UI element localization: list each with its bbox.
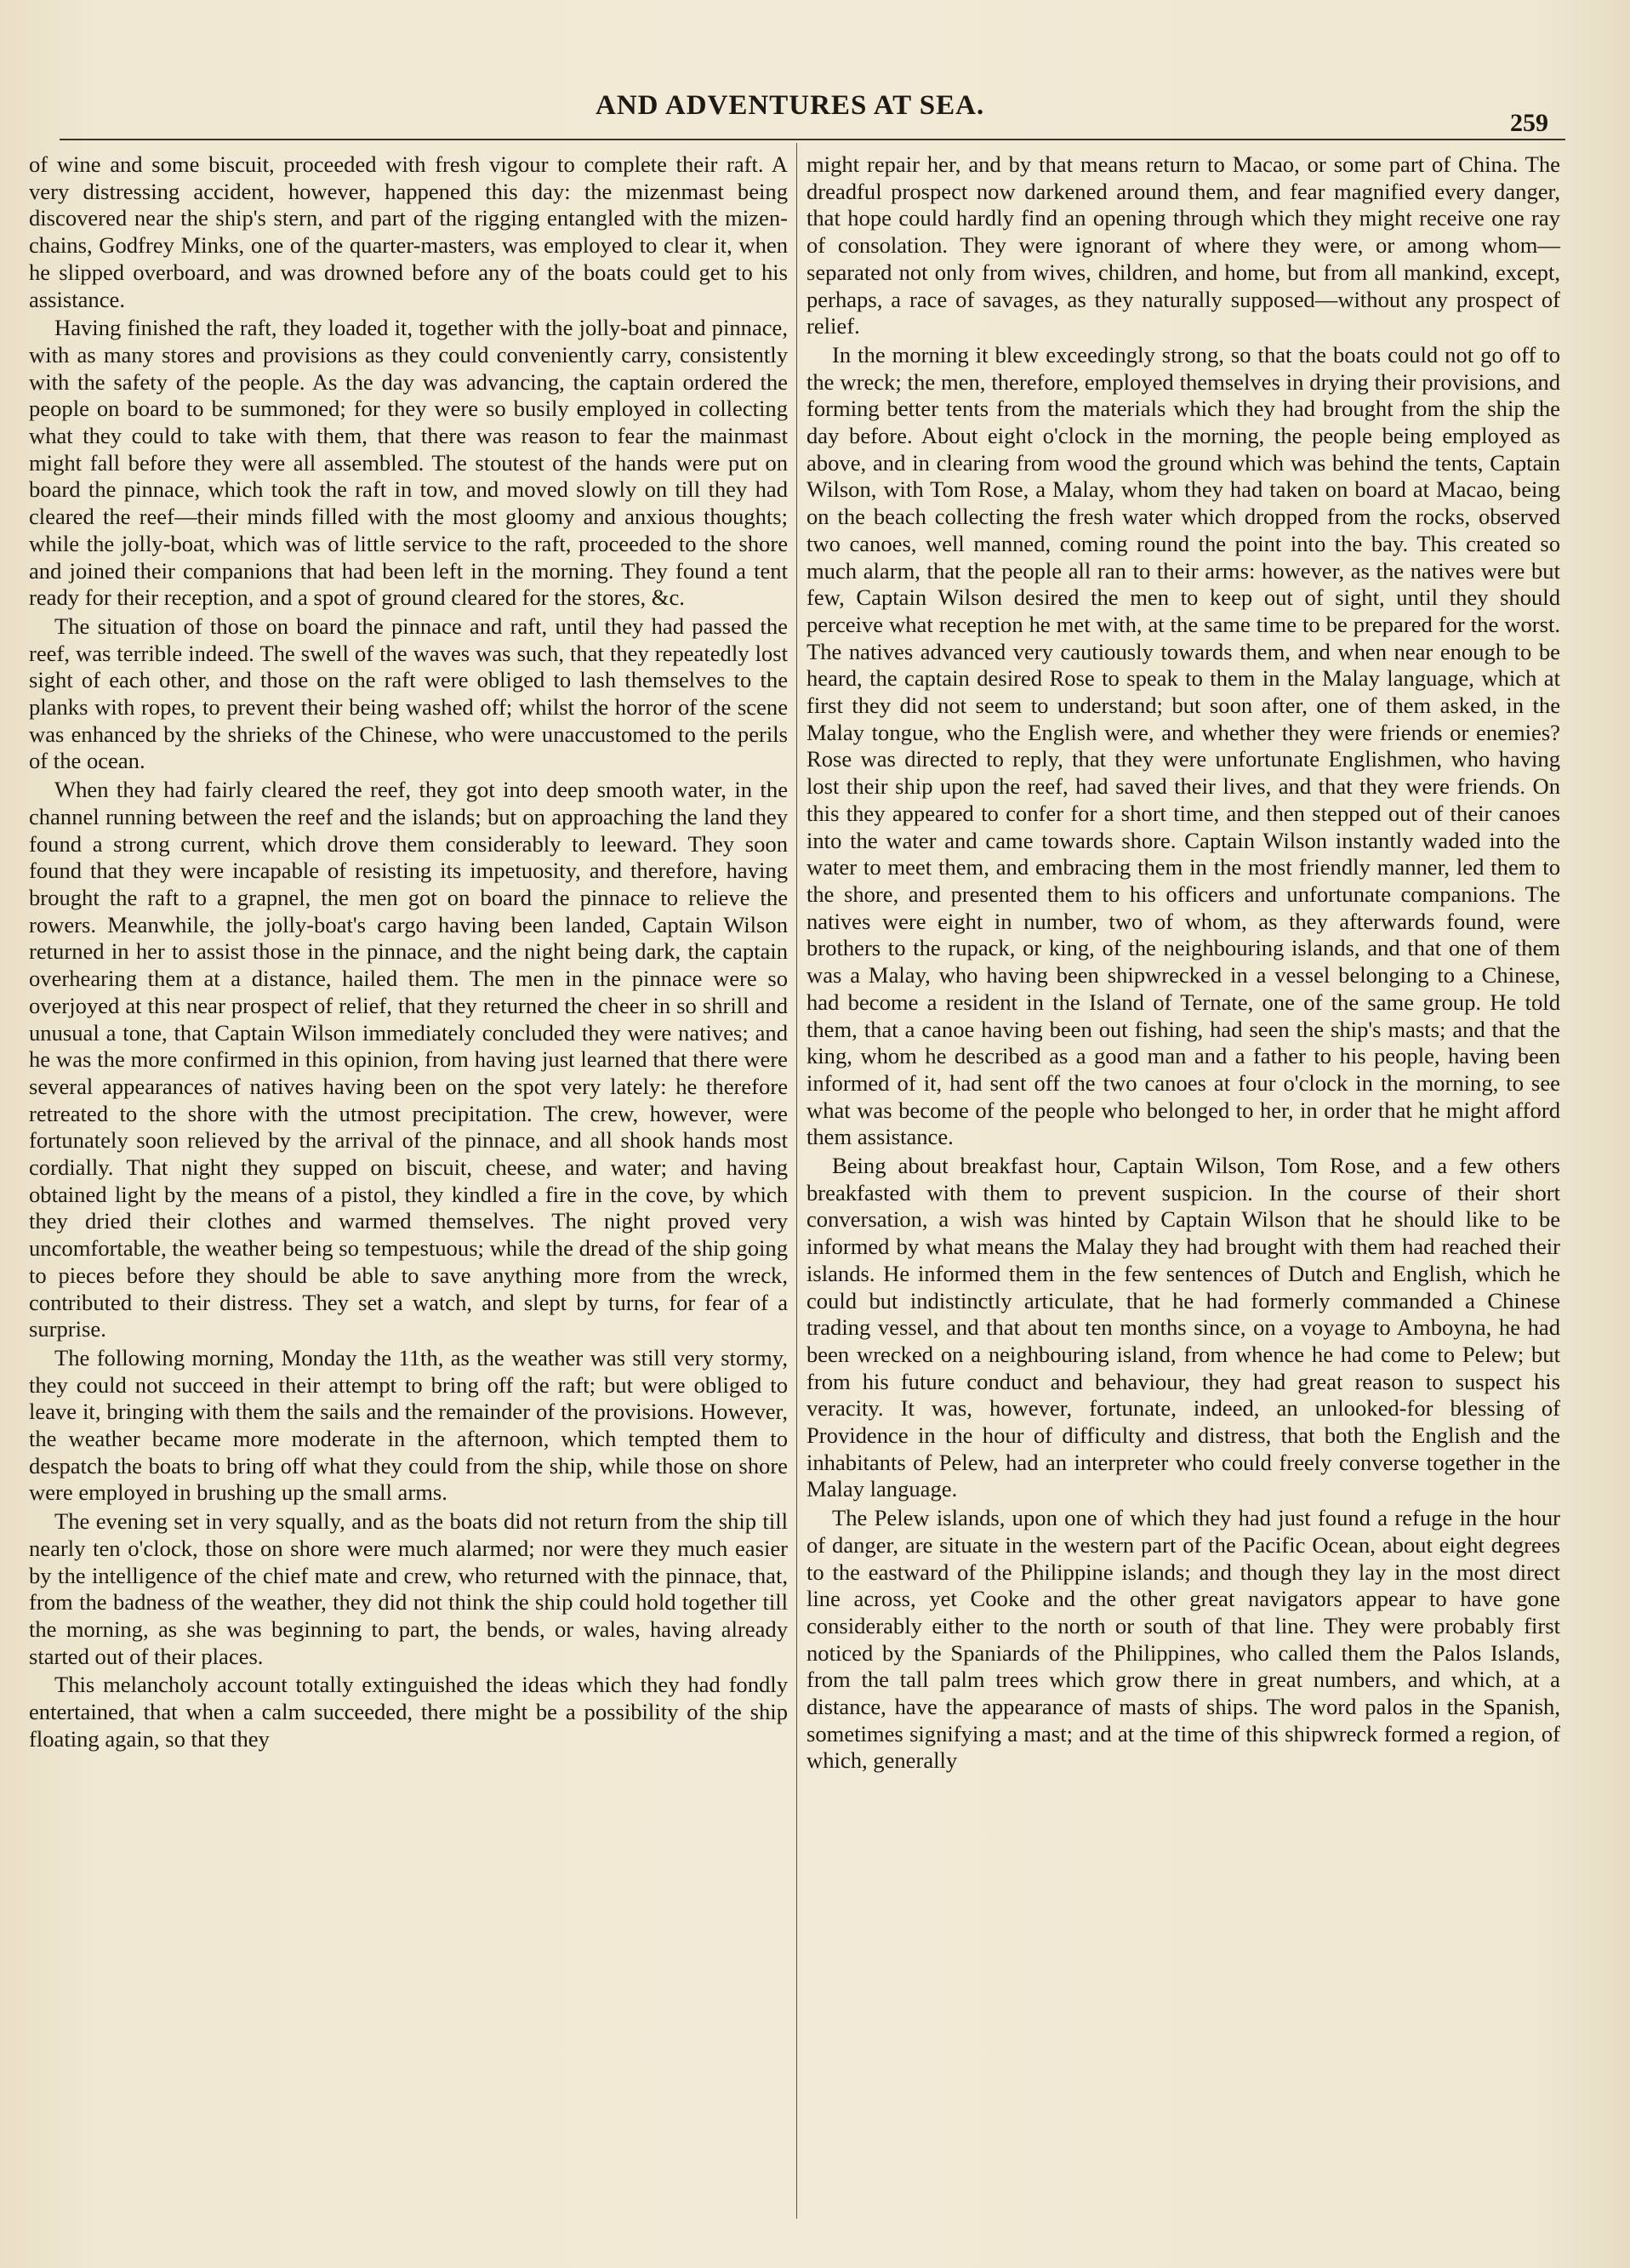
running-title: AND ADVENTURES AT SEA. [596,90,985,121]
page-number: 259 [1510,109,1548,137]
paragraph: This melancholy account totally extinguished the ideas which they had fondly entertained, that when a calm succeeded, there might be a possibility of the ship floating again, so that they [29,1672,788,1752]
left-column [29,151,788,1752]
paragraph: The evening set in very squally, and as the boats did not return from the ship till nearly ten o'clock, those on shore were much alarmed; nor were they much easier by the intelligence of the chief mate and crew, who returned with the pinnace, that, from the badness of the weather, they did not think the ship could hold together till the morning, as she was beginning to part, the bends, or wales, having already started out of their places. [29,1508,788,1669]
column-divider [796,143,797,2219]
right-column [806,151,1560,1775]
paragraph: of wine and some biscuit, proceeded with fresh vigour to complete their raft. A very distressing accident, however, happened this day: the mizenmast being discovered near the ship's stern, and part of the rigging entangled with the mizen-chains, Godfrey Minks, one of the quarter-masters, was employed to clear it, when he slipped overboard, and was drowned before any of the boats could get to his assistance. [29,151,788,312]
running-head [0,83,1630,137]
paragraph: The following morning, Monday the 11th, as the weather was still very stormy, they could not succeed in their attempt to bring off the raft; but were obliged to leave it, bringing with them the sails and the remainder of the provisions. However, the weather became more moderate in the afternoon, which tempted them to despatch the boats to bring off what they could from the ship, while those on shore were employed in brushing up the small arms. [29,1344,788,1506]
paragraph: When they had fairly cleared the reef, they got into deep smooth water, in the channel running between the reef and the islands; but on approaching the land they found a strong current, which drove them considerably to leeward. They soon found that they were incapable of resisting its impetuosity, and therefore, having brought the raft to a grapnel, the men got on board the pinnace to relieve the rowers. Meanwhile, the jolly-boat's cargo having been landed, Captain Wilson returned in her to assist those in the pinnace, and the night being dark, the captain overhearing them at a distance, hailed them. The men in the pinnace were so overjoyed at this near prospect of relief, that they returned the cheer in so shrill and unusual a tone, that Captain Wilson immediately concluded they were natives; and he was the more confirmed in this opinion, from having just learned that there were several appearances of natives having been on the spot very lately: he therefore retreated to the shore with the utmost precipitation. The crew, however, were fortunately soon relieved by the arrival of the pinnace, and all shook hands most cordially. That night they supped on biscuit, cheese, and water; and having obtained light by the means of a pistol, they kindled a fire in the cove, by which they dried their clothes and warmed themselves. The night proved very uncomfortable, the weather being so tempestuous; while the dread of the ship going to pieces before they should be able to save anything more from the wreck, contributed to their distress. They set a watch, and slept by turns, for fear of a surprise. [29,777,788,1342]
paragraph: In the morning it blew exceedingly strong, so that the boats could not go off to the wreck; the men, therefore, employed themselves in drying their provisions, and forming better tents from the materials which they had brought from the ship the day before. About eight o'clock in the morning, the people being employed as above, and in clearing from wood the ground which was behind the tents, Captain Wilson, with Tom Rose, a Malay, whom they had taken on board at Macao, being on the beach collecting the fresh water which dropped from the rocks, observed two canoes, well manned, coming round the point into the bay. This created so much alarm, that the people all ran to their arms: however, as the natives were but few, Captain Wilson desired the men to keep out of sight, until they should perceive what reception he met with, at the same time to be prepared for the worst. The natives advanced very cautiously towards them, and when near enough to be heard, the captain desired Rose to speak to them in the Malay language, which at first they did not seem to understand; but soon after, one of them asked, in the Malay tongue, who the English were, and whether they were friends or enemies? Rose was directed to reply, that they were unfortunate Englishmen, who having lost their ship upon the reef, had saved their lives, and that they were friends. On this they appeared to confer for a short time, and then stepped out of their canoes into the water and came towards shore. Captain Wilson instantly waded into the water to meet them, and embracing them in the most friendly manner, led them to the shore, and presented them to his officers and unfortunate companions. The natives were eight in number, two of whom, as they afterwards found, were brothers to the rupack, or king, of the neighbouring islands, and that one of them was a Malay, who having been shipwrecked in a vessel belonging to a Chinese, had become a resident in the Island of Ternate, one of the same group. He told them, that a canoe having been out fishing, had seen the ship's masts; and that the king, whom he described as a good man and a father to his people, having been informed of it, had sent off the two canoes at four o'clock in the morning, to see what was become of the people who belonged to her, in order that he might afford them assistance. [806,341,1560,1150]
paragraph: Having finished the raft, they loaded it, together with the jolly-boat and pinnace, with as many stores and provisions as they could conveniently carry, consistently with the safety of the people. As the day was advancing, the captain ordered the people on board to be summoned; for they were so busily employed in collecting what they could to take with them, that there was reason to fear the mainmast might fall before they were all assembled. The stoutest of the hands were put on board the pinnace, which took the raft in tow, and moved slowly on till they had cleared the reef—their minds filled with the most gloomy and anxious thoughts; while the jolly-boat, which was of little service to the raft, proceeded to the shore and joined their companions that had been left in the morning. They found a tent ready for their reception, and a spot of ground cleared for the stores, &c. [29,315,788,611]
header-rule [60,139,1565,140]
paragraph: The situation of those on board the pinnace and raft, until they had passed the reef, was terrible indeed. The swell of the waves was such, that they repeatedly lost sight of each other, and those on the raft were obliged to lash themselves to the planks with ropes, to prevent their being washed off; whilst the horror of the scene was enhanced by the shrieks of the Chinese, who were unaccustomed to the perils of the ocean. [29,613,788,774]
paragraph: might repair her, and by that means return to Macao, or some part of China. The dreadful prospect now darkened around them, and fear magnified every danger, that hope could hardly find an opening through which they might receive one ray of consolation. They were ignorant of where they were, or among whom—separated not only from wives, children, and home, but from all mankind, except, perhaps, a race of savages, as they naturally supposed—without any prospect of relief. [806,151,1560,339]
paragraph: The Pelew islands, upon one of which they had just found a refuge in the hour of danger, are situate in the western part of the Pacific Ocean, about eight degrees to the eastward of the Philippine islands; and though they lay in the most direct line across, yet Cooke and the other great navigators appear to have gone considerably either to the north or south of that line. They were probably first noticed by the Spaniards of the Philippines, who called them the Palos Islands, from the tall palm trees which grow there in great numbers, and which, at a distance, have the appearance of masts of ships. The word palos in the Spanish, sometimes signifying a mast; and at the time of this shipwreck formed a region, of which, generally [806,1505,1560,1774]
paragraph: Being about breakfast hour, Captain Wilson, Tom Rose, and a few others breakfasted with them to prevent suspicion. In the course of their short conversation, a wish was hinted by Captain Wilson that he should like to be informed by what means the Malay they had brought with them had reached their islands. He informed them in the few sentences of Dutch and English, which he could but indistinctly articulate, that he had formerly commanded a Chinese trading vessel, and that about ten months since, on a voyage to Amboyna, he had been wrecked on a neighbouring island, from whence he had come to Pelew; but from his future conduct and behaviour, they had great reason to suspect his veracity. It was, however, fortunate, indeed, an unlooked-for blessing of Providence in the hour of difficulty and distress, that both the English and the inhabitants of Pelew, had an interpreter who could freely converse together in the Malay language. [806,1153,1560,1502]
